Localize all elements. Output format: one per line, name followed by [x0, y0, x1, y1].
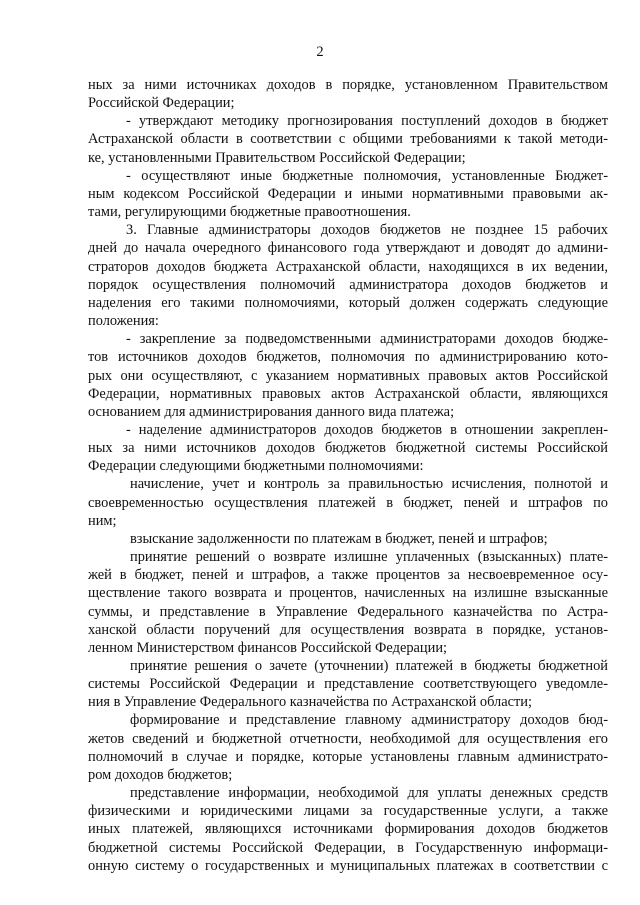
text-line: Астраханской области в соответствии с общими требованиями к такой методи-: [88, 131, 608, 148]
text-line: иных платежей, являющихся источниками формирования доходов бюджетов: [88, 821, 608, 838]
text-line: ных за ними источников доходов бюджетов бюджетной системы Российской: [88, 440, 608, 457]
text-line: - утверждают методику прогнозирования поступлений доходов в бюджет: [126, 113, 608, 130]
text-line: представление информации, необходимой для уплаты денежных средств: [130, 785, 608, 802]
text-line: жей в бюджет, пеней и штрафов, а также процентов за несвоевременное осу-: [88, 567, 608, 584]
text-line: ных за ними источниках доходов в порядке, установленном Правительством: [88, 77, 608, 93]
text-line: - наделение администраторов доходов бюджетов в отношении закреплен-: [126, 421, 608, 438]
text-line: системы Российской Федерации и представление соответствующего уведомле-: [88, 676, 608, 693]
text-line: основанием для администрирования данного вида платежа;: [88, 403, 455, 420]
text-line: Российской Федерации;: [88, 95, 235, 112]
text-line: ром доходов бюджетов;: [88, 766, 233, 783]
text-line: ществление такого возврата и процентов, начисленных на излишне взысканные: [88, 585, 608, 602]
text-line: 3. Главные администраторы доходов бюджетов не позднее 15 рабочих: [126, 222, 608, 239]
text-line: дней до начала очередного финансового года утверждают и доводят до админи-: [88, 240, 608, 257]
text-line: жетов сведений и бюджетной отчетности, необходимой для осуществления его: [88, 730, 608, 747]
text-line: - закрепление за подведомственными администраторами доходов бюдже-: [126, 331, 608, 348]
text-line: своевременностью осуществления платежей в бюджет, пеней и штрафов по: [88, 494, 608, 511]
document-text-body: [88, 76, 608, 875]
text-line: суммы, и представление в Управление Федерального казначейства по Астра-: [88, 603, 608, 620]
text-line: онную систему о государственных и муниципальных платежах в соответствии с: [88, 857, 608, 874]
page-number: 2: [316, 44, 324, 60]
text-line: тов источников доходов бюджетов, полномочия по администрированию кото-: [88, 349, 608, 366]
text-line: страторов доходов бюджета Астраханской области, находящихся в их ведении,: [88, 258, 608, 275]
text-line: тами, регулирующими бюджетные правоотношения.: [88, 204, 411, 221]
text-line: полномочий в случае и порядке, которые установлены главным администрато-: [88, 748, 608, 765]
text-line: рых они осуществляют, с указанием нормативных правовых актов Российской: [88, 367, 608, 384]
text-line: - осуществляют иные бюджетные полномочия, установленные Бюджет-: [126, 167, 608, 184]
text-line: положения:: [88, 313, 159, 330]
text-line: взыскание задолженности по платежам в бюджет, пеней и штрафов;: [130, 530, 548, 547]
text-line: ним;: [88, 512, 117, 529]
text-line: принятие решений о возврате излишне уплаченных (взысканных) плате-: [130, 549, 608, 566]
text-line: наделения его такими полномочиями, который должен содержать следующие: [88, 294, 608, 311]
text-line: бюджетной системы Российской Федерации, в Государственную информаци-: [88, 839, 608, 856]
text-line: Федерации, нормативных правовых актов Астраханской области, являющихся: [88, 385, 608, 402]
text-line: ным кодексом Российской Федерации и иными нормативными правовыми ак-: [88, 185, 608, 202]
text-line: ния в Управление Федерального казначейства по Астраханской области;: [88, 694, 532, 711]
text-line: ленном Министерством финансов Российской Федерации;: [88, 639, 448, 656]
text-line: формирование и представление главному администратору доходов бюд-: [130, 712, 608, 729]
text-line: Федерации следующими бюджетными полномочиями:: [88, 458, 424, 475]
text-line: порядок осуществления полномочий администратора доходов бюджетов и: [88, 276, 608, 293]
text-line: начисление, учет и контроль за правильностью исчисления, полнотой и: [130, 476, 608, 493]
text-line: ханской области поручений для осуществления возврата в порядке, установ-: [88, 621, 608, 638]
text-line: физическими и юридическими лицами за государственные услуги, а также: [88, 803, 608, 820]
text-line: принятие решения о зачете (уточнении) платежей в бюджеты бюджетной: [130, 658, 608, 674]
text-line: ке, установленными Правительством Российской Федерации;: [88, 149, 466, 166]
